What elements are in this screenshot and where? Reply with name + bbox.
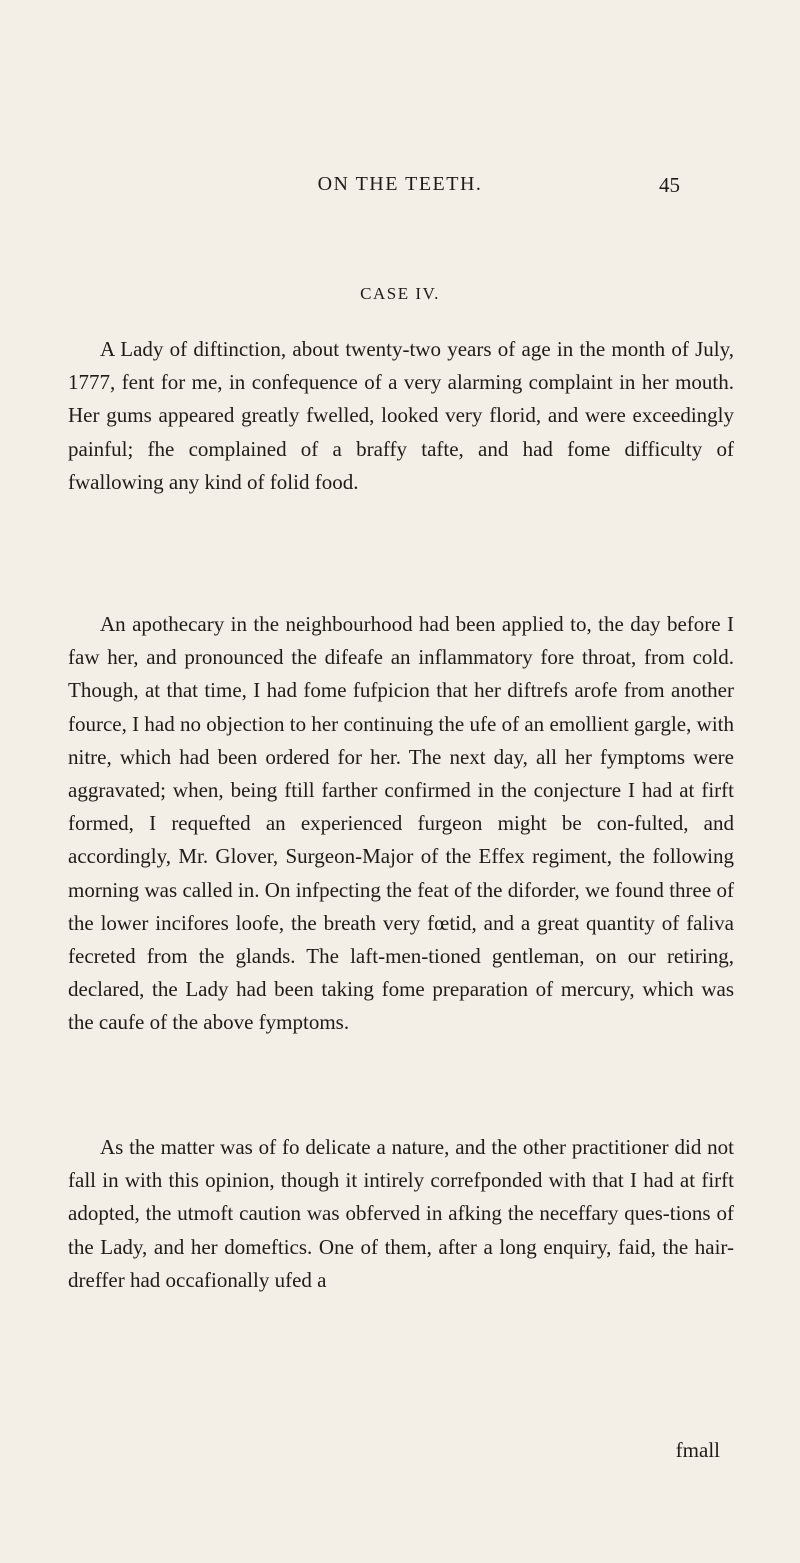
page-number: 45 bbox=[659, 173, 680, 197]
running-head: ON THE TEETH. bbox=[317, 173, 483, 195]
paragraph-3: As the matter was of fo delicate a nature, and the other practitioner did not fall in with this opinion, though it intirely correfponded with that I had at firft adopted, the utmoft caution was obferved in afking the neceffary ques-tions of the Lady, and her domeftics. One of them, after a long enquiry, faid, the hair-dreffer had occafionally ufed a bbox=[68, 1135, 734, 1292]
paragraph-1: A Lady of diftinction, about twenty-two years of age in the month of July, 1777, fent for me, in confequence of a very alarming complaint in her mouth. Her gums appeared greatly fwelled, looked very florid, and were exceedingly painful; fhe complained of a braffy tafte, and had fome difficulty of fwallowing any kind of folid food. bbox=[68, 337, 734, 494]
catchword: fmall bbox=[675, 1438, 720, 1462]
case-heading: CASE IV. bbox=[360, 284, 440, 303]
page-header bbox=[0, 170, 800, 200]
paragraph-2: An apothecary in the neighbourhood had been applied to, the day before I faw her, and pronounced the difeafe an inflammatory fore throat, from cold. Though, at that time, I had fome fufpicion that her diftrefs arofe from another fource, I had no objection to her continuing the ufe of an emollient gargle, with nitre, which had been ordered for her. The next day, all her fymptoms were aggravated; when, being ftill farther confirmed in the conjecture I had at firft formed, I requefted an experienced furgeon might be con-fulted, and accordingly, Mr. Glover, Surgeon-Major of the Effex regiment, the following morning was called in. On infpecting the feat of the diforder, we found three of the lower incifores loofe, the breath very fœtid, and a great quantity of faliva fecreted from the glands. The laft-men-tioned gentleman, on our retiring, declared, the Lady had been taking fome preparation of mercury, which was the caufe of the above fymptoms. bbox=[68, 612, 734, 1035]
